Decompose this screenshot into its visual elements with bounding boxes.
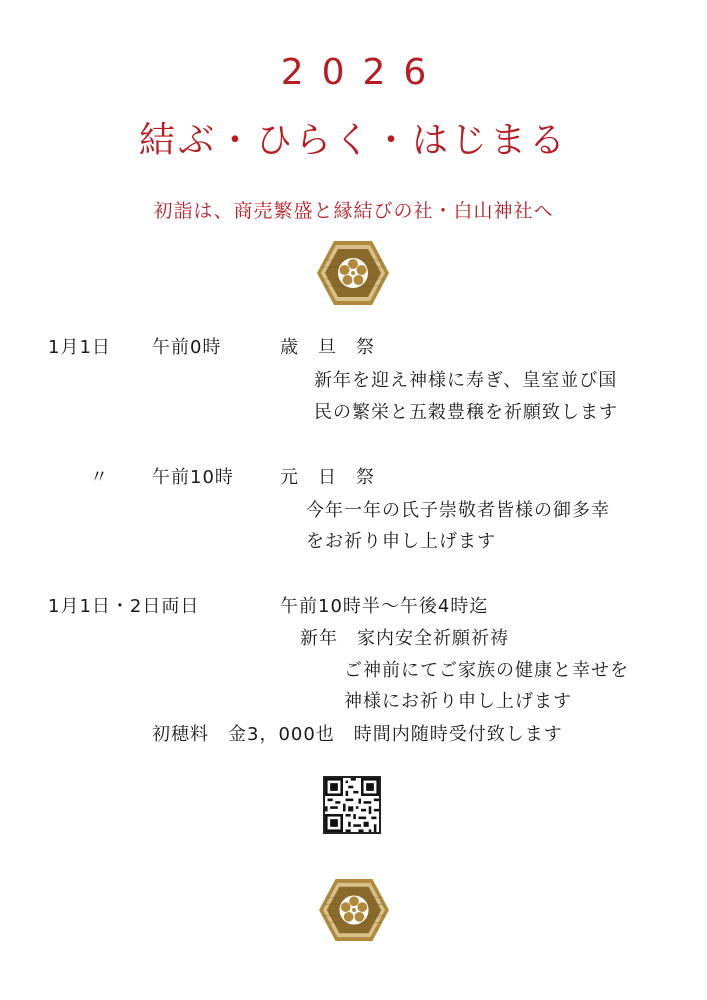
event1-date: 1月1日 [48, 337, 111, 358]
event1-desc-line2: 民の繁栄と五穀豊穣を祈願致します [314, 402, 618, 423]
headline: 結ぶ・ひらく・はじまる [138, 120, 568, 161]
event2-desc-line1: 今年一年の氏子崇敬者皆様の御多幸 [306, 500, 610, 521]
event3-name: 新年 家内安全祈願祈祷 [300, 628, 509, 649]
event3-time: 午前10時半～午後4時迄 [280, 596, 489, 617]
qr-code-icon[interactable] [323, 776, 381, 834]
event2-name: 元 日 祭 [280, 467, 375, 488]
event3-desc-line1: ご神前にてご家族の健康と幸せを [344, 660, 629, 681]
event3-desc-line2: 神様にお祈り申し上げます [344, 691, 572, 712]
event2-date: 〃 [90, 467, 109, 488]
event2-time: 午前10時 [152, 467, 234, 488]
year-title: 2026 [280, 52, 445, 93]
event3-fee: 初穂料 金3，000也 時間内随時受付致します [152, 724, 563, 745]
subtitle: 初詣は、商売繁盛と縁結びの社・白山神社へ [153, 200, 554, 222]
event2-desc-line2: をお祈り申し上げます [306, 531, 496, 552]
event1-name: 歳 旦 祭 [280, 337, 375, 358]
shrine-crest-icon [316, 240, 390, 306]
event3-date: 1月1日・2日両日 [48, 596, 200, 617]
event1-time: 午前0時 [152, 337, 222, 358]
event1-desc-line1: 新年を迎え神様に寿ぎ、皇室並び国 [314, 370, 618, 391]
shrine-crest-icon-bottom [318, 878, 390, 942]
